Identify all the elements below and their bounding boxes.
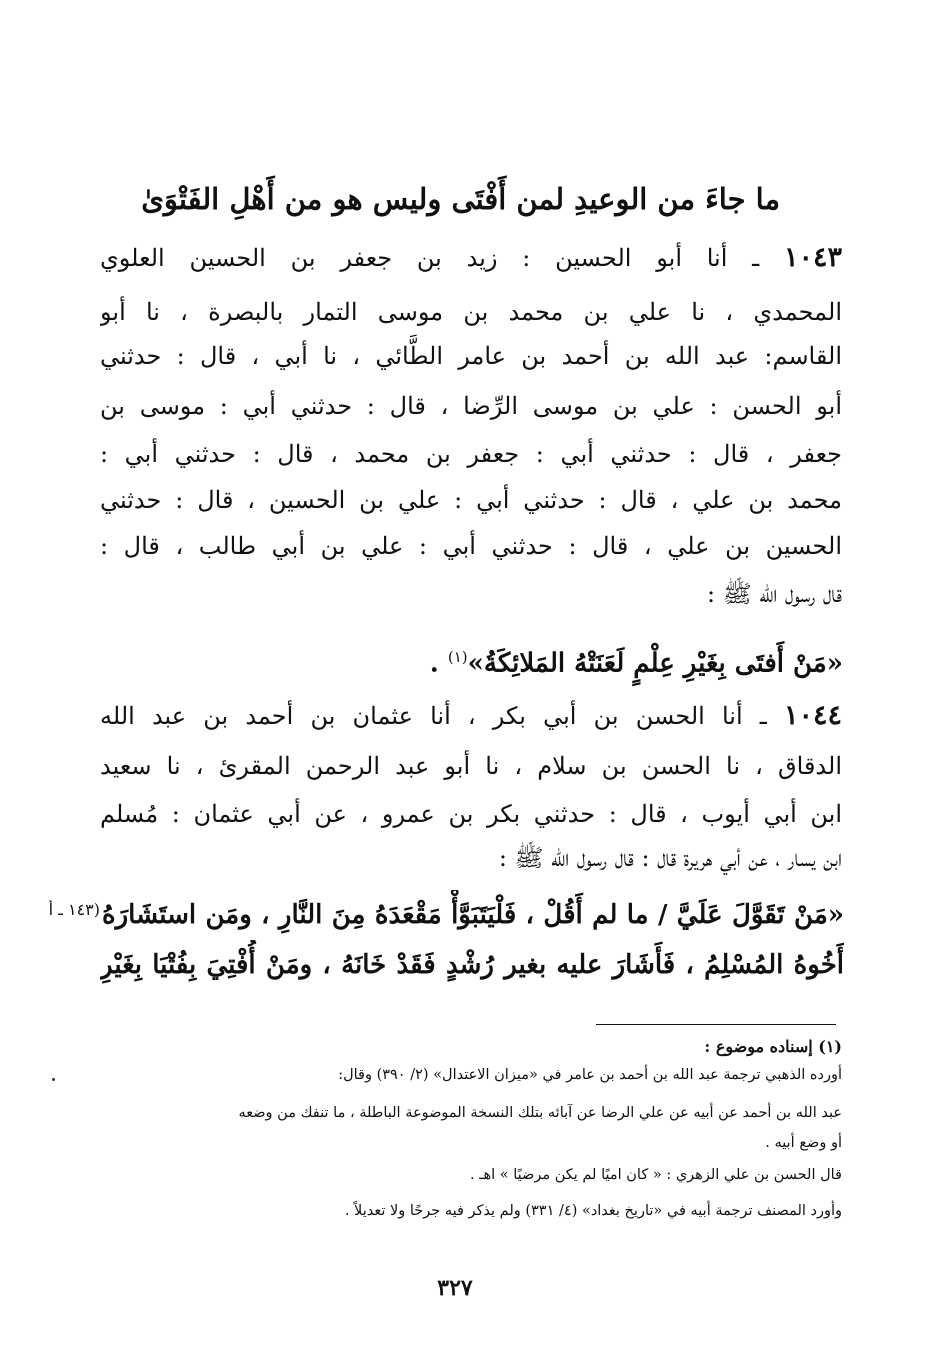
- hadith-1043-matn: «مَنْ أَفتَى بِغَيْرِ عِلْمٍ لَعَنَتْهُ المَلائِكَةُ»: [467, 648, 843, 679]
- manuscript-folio-note: (١٤٣ ـ أ: [48, 900, 100, 919]
- footnote-line-4: قال الحسن بن علي الزهري : « كان اميًا لم يكن مرضيًا » اهـ .: [470, 1167, 842, 1183]
- footnote-separator: [596, 1024, 836, 1025]
- page-number: ٣٢٧: [437, 1275, 473, 1301]
- hadith-number-1043: ١٠٤٣: [783, 242, 842, 273]
- footnote-heading: (١) إسناده موضوع :: [704, 1037, 842, 1056]
- hadith-1043-line-4: أبو الحسن : علي بن موسى الرِّضا ، قال : حدثني أبي : موسى بن: [100, 392, 842, 420]
- hadith-1044-quote-line-2: أَخُوهُ المُسْلِمُ ، فَأَشَارَ عليه بغير رُشْدٍ فَقَدْ خَانَهُ ، ومَنْ أُفْتِيَ بِفُتْيَا بِغَيْرِ: [100, 950, 844, 980]
- footnote-line-2: عبد الله بن أحمد عن أبيه عن علي الرضا عن آبائه بتلك النسخة الموضوعة الباطلة ، ما تنفك من وضعه: [238, 1105, 842, 1121]
- footnote-line-5: وأورد المصنف ترجمة أبيه في «تاريخ بغداد» (٤/ ٣٣١) ولم يذكر فيه جرحًا ولا تعديلاً .: [344, 1203, 842, 1219]
- chapter-title: ما جاءَ من الوعيدِ لمن أَفْتَى وليس هو من أَهْلِ الفَتْوَىٰ: [141, 182, 780, 216]
- hadith-1043-line-8: قال رسول الله ﷺ :: [707, 580, 842, 608]
- hadith-1043-line-2: المحمدي ، نا علي بن محمد بن موسى التمار بالبصرة ، نا أبو: [100, 298, 842, 326]
- footnote-line-1: أورده الذهبي ترجمة عبد الله بن أحمد بن عامر في «ميزان الاعتدال» (٢/ ٣٩٠) وقال:: [338, 1067, 842, 1083]
- hadith-1043-line-1: [100, 236, 842, 280]
- hadith-1043-quote: [430, 632, 843, 689]
- footnote-marker-1: (١): [447, 648, 468, 666]
- hadith-1043-text-1: ـ أنا أبو الحسين : زيد بن جعفر بن الحسين العلوي: [100, 244, 760, 272]
- hadith-1043-line-7: الحسين بن علي ، قال : حدثني أبي : علي بن أبي طالب ، قال :: [100, 532, 842, 560]
- hadith-number-1044: ١٠٤٤: [783, 700, 842, 731]
- hadith-1044-line-3: ابن أبي أيوب ، قال : حدثني بكر بن عمرو ، عن أبي عثمان : مُسلم: [100, 800, 842, 828]
- footnote-line-3: أو وضع أبيه .: [765, 1135, 842, 1151]
- stray-mark: [52, 1078, 55, 1081]
- hadith-1044-quote-line-1: «مَنْ تَقَوَّلَ عَلَيَّ / ما لم أَقُلْ ، فَلْيَتَبَوَّأْ مَقْعَدَهُ مِنَ النَّارِ ، ومَن استَشَارَهُ: [102, 900, 844, 930]
- hadith-1044-line-1: [100, 694, 842, 738]
- hadith-1043-line-5: جعفر ، قال : حدثني أبي : جعفر بن محمد ، قال : حدثني أبي :: [100, 440, 842, 468]
- hadith-1044-text-1: ـ أنا الحسن بن أبي بكر ، أنا عثمان بن أحمد بن عبد الله: [100, 702, 767, 730]
- hadith-1044-line-4: ابن يسار ، عن أبي هريرة قال : قال رسول الله ﷺ :: [498, 844, 842, 872]
- hadith-1044-line-2: الدقاق ، نا الحسن بن سلام ، نا أبو عبد الرحمن المقرئ ، نا سعيد: [100, 752, 842, 780]
- quote-tail: .: [429, 648, 439, 679]
- hadith-1043-line-3: القاسم: عبد الله بن أحمد بن عامر الطَّائي ، نا أبي ، قال : حدثني: [100, 342, 842, 370]
- hadith-1043-line-6: محمد بن علي ، قال : حدثني أبي : علي بن الحسين ، قال : حدثني: [100, 486, 842, 514]
